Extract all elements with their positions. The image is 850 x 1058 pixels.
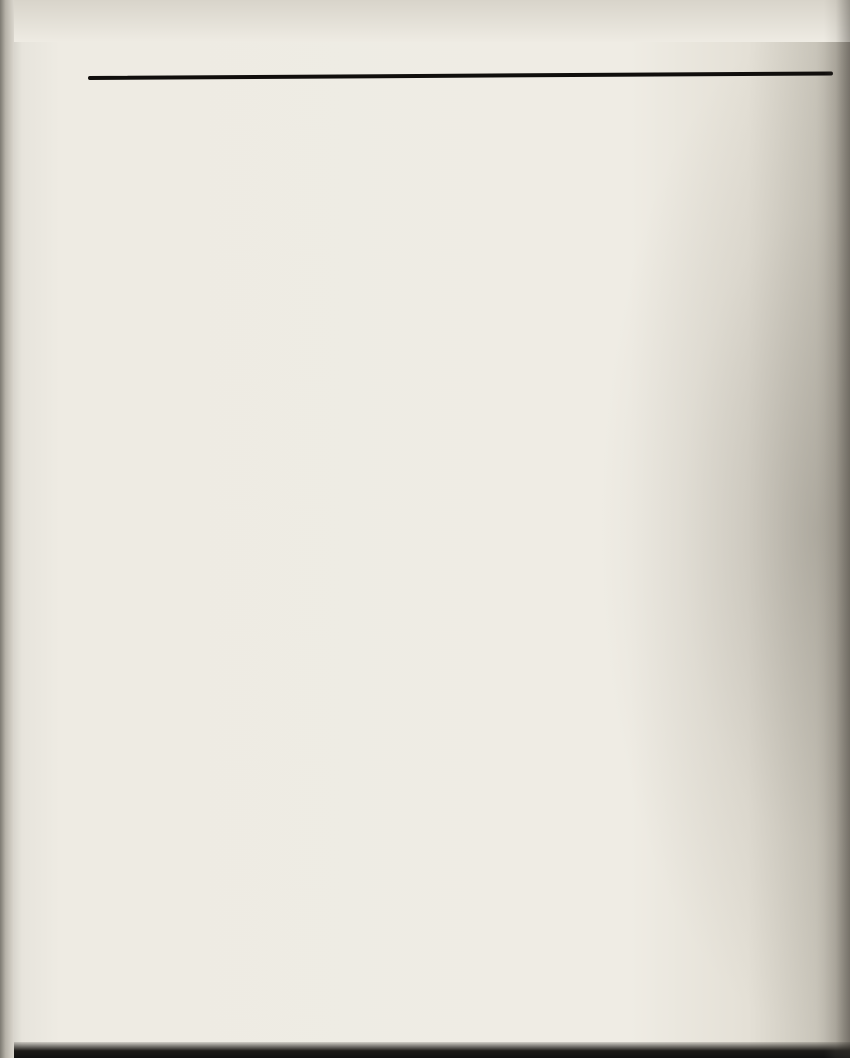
book-spine-shadow	[0, 0, 14, 1058]
